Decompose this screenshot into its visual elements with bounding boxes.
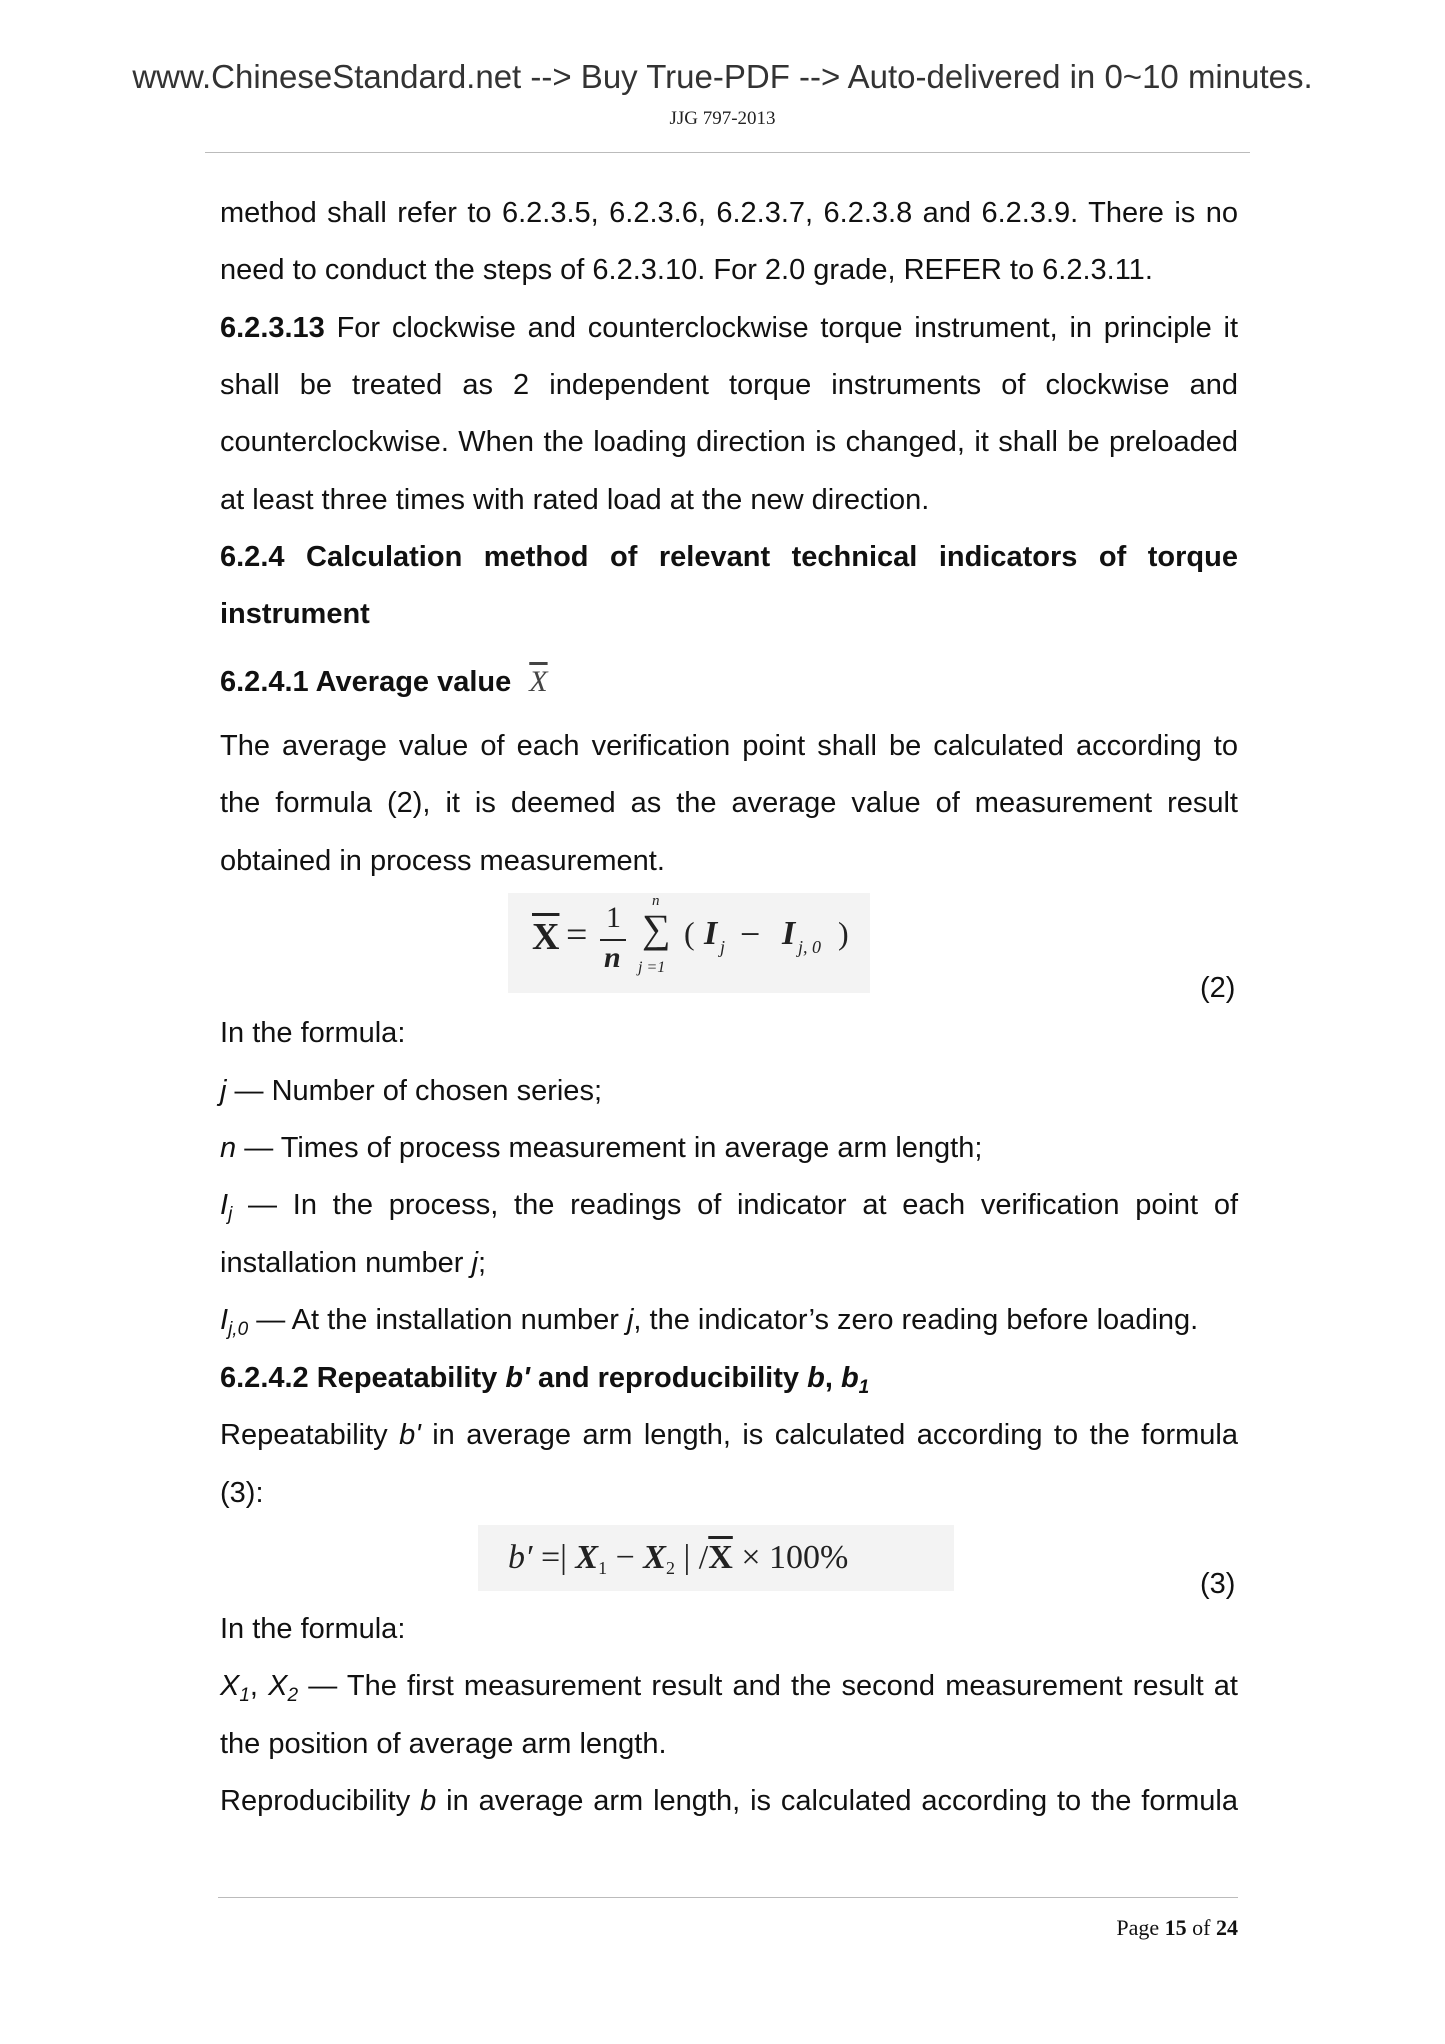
text: 6.2.4.2 Repeatability bbox=[220, 1362, 506, 1394]
text-line: In the formula: bbox=[220, 1613, 406, 1645]
formula-Ij-sub: j bbox=[720, 937, 726, 957]
symbol: b bbox=[807, 1362, 825, 1394]
formula-eq: = bbox=[566, 914, 588, 956]
symbol: b bbox=[420, 1785, 437, 1817]
text: — The first measurement result and the second measurement result at bbox=[298, 1670, 1238, 1702]
text-line bbox=[220, 1417, 1238, 1453]
definition-n bbox=[220, 1130, 1238, 1166]
symbol: j bbox=[471, 1247, 478, 1279]
formula-minus: − bbox=[607, 1539, 644, 1576]
formula-one: 1 bbox=[606, 901, 621, 934]
definition-x1-x2 bbox=[220, 1668, 1238, 1714]
text-line: obtained in process measurement. bbox=[220, 845, 665, 877]
formula-b-prime: b′ bbox=[508, 1539, 533, 1576]
formula-x2-sub: 2 bbox=[665, 1558, 675, 1578]
text: — At the installation number bbox=[248, 1304, 627, 1336]
formula-lhs: $\overline{X}$ bbox=[532, 916, 560, 958]
symbol: j bbox=[626, 1304, 634, 1336]
clause-number: 6.2.3.13 bbox=[220, 312, 325, 344]
text: — In the process, the readings of indicator at each verification point of bbox=[232, 1189, 1238, 1221]
symbol: X bbox=[268, 1670, 288, 1702]
text: , the indicator’s zero reading before loading. bbox=[633, 1304, 1199, 1336]
clause-6-2-3-13 bbox=[220, 310, 1238, 346]
standard-code: JJG 797-2013 bbox=[669, 108, 776, 129]
definition-Ij0 bbox=[220, 1302, 1238, 1348]
text: , bbox=[824, 1362, 841, 1394]
of-label: of bbox=[1186, 1915, 1216, 1940]
text-line: (3): bbox=[220, 1477, 264, 1509]
text: in average arm length, is calculated according to the formula bbox=[420, 1419, 1238, 1451]
text: For clockwise and counterclockwise torque instrument, in principle it bbox=[336, 312, 1239, 344]
text: , bbox=[249, 1670, 269, 1702]
symbol: b bbox=[840, 1362, 859, 1394]
formula-Ij: I bbox=[704, 915, 718, 952]
symbol: I bbox=[220, 1189, 229, 1221]
symbol: j bbox=[220, 1075, 227, 1107]
text: and reproducibility bbox=[529, 1362, 808, 1394]
definition-Ij bbox=[220, 1187, 1238, 1233]
page-number: 15 bbox=[1164, 1915, 1187, 1940]
symbol: b' bbox=[399, 1419, 421, 1451]
text-line: need to conduct the steps of 6.2.3.10. For 2.0 grade, REFER to 6.2.3.11. bbox=[220, 254, 1153, 286]
page-footer bbox=[1080, 1915, 1238, 1941]
text-line: The average value of each verification point shall be calculated according to bbox=[220, 730, 1238, 762]
text-line: the formula (2), it is deemed as the average value of measurement result bbox=[220, 787, 1238, 819]
equation-number-2: (2) bbox=[1200, 972, 1236, 1004]
formula-x2: X bbox=[643, 1539, 666, 1576]
text: — Number of chosen series; bbox=[226, 1075, 602, 1107]
text: — Times of process measurement in average arm length; bbox=[236, 1132, 983, 1164]
symbol-sub: 1 bbox=[858, 1377, 870, 1398]
page-total: 24 bbox=[1216, 1915, 1238, 1940]
formula-eq: =| bbox=[532, 1539, 576, 1576]
symbol: b' bbox=[505, 1362, 530, 1394]
formula-x1: X bbox=[575, 1539, 599, 1576]
symbol-sub: j bbox=[228, 1204, 233, 1225]
text-line: method shall refer to 6.2.3.5, 6.2.3.6, 6.2.3.7, 6.2.3.8 and 6.2.3.9. There is no bbox=[220, 197, 1238, 229]
formula-x1-sub: 1 bbox=[598, 1558, 608, 1578]
definition-j bbox=[220, 1073, 1238, 1109]
section-heading-6-2-4-cont: instrument bbox=[220, 598, 370, 630]
section-heading-6-2-4-2 bbox=[220, 1360, 1238, 1406]
text: ; bbox=[477, 1247, 486, 1279]
formula-rest: × 100% bbox=[732, 1539, 849, 1576]
symbol: X bbox=[220, 1670, 240, 1702]
heading-text: 6.2.4.1 Average value bbox=[220, 666, 512, 698]
text: Reproducibility bbox=[220, 1785, 421, 1817]
paren-close: ) bbox=[838, 915, 849, 951]
text-line: shall be treated as 2 independent torque instruments of clockwise and bbox=[220, 369, 1238, 401]
header-rule bbox=[205, 152, 1250, 153]
equation-number-3: (3) bbox=[1200, 1568, 1236, 1600]
symbol: n bbox=[220, 1132, 237, 1164]
sum-sign: ∑ bbox=[642, 906, 671, 951]
formula-Ij0: I bbox=[782, 915, 796, 952]
sum-bottom: j =1 bbox=[638, 959, 666, 976]
formula-2-image bbox=[508, 893, 870, 993]
text: installation number bbox=[220, 1247, 472, 1279]
symbol-sub: 2 bbox=[287, 1685, 299, 1706]
section-heading-6-2-4-1 bbox=[220, 664, 1238, 700]
symbol: I bbox=[220, 1304, 229, 1336]
formula-n: n bbox=[604, 941, 621, 974]
paren-open: ( bbox=[684, 915, 695, 951]
site-banner: www.ChineseStandard.net --> Buy True-PDF --> Auto-delivered in 0~10 minutes. bbox=[132, 58, 1313, 95]
formula-divider: | / bbox=[674, 1539, 709, 1576]
sum-top: n bbox=[652, 893, 660, 909]
text-line: at least three times with rated load at the new direction. bbox=[220, 484, 930, 516]
text-line: counterclockwise. When the loading direction is changed, it shall be preloaded bbox=[220, 426, 1238, 458]
formula-minus: − bbox=[740, 914, 761, 954]
definition-Ij-cont bbox=[220, 1245, 1238, 1281]
symbol-sub: j,0 bbox=[228, 1319, 249, 1340]
text-line bbox=[220, 1783, 1238, 1819]
text-line: In the formula: bbox=[220, 1017, 406, 1049]
section-heading-6-2-4: 6.2.4 Calculation method of relevant technical indicators of torque bbox=[220, 541, 1238, 573]
symbol-sub: 1 bbox=[239, 1685, 250, 1706]
formula-Ij0-sub: j, 0 bbox=[798, 937, 822, 957]
text-line: the position of average arm length. bbox=[220, 1728, 667, 1760]
x-bar-symbol: $\overline{X}$ bbox=[529, 665, 548, 698]
formula-x-bar: $\overline{X}$ bbox=[708, 1539, 733, 1576]
text: in average arm length, is calculated according to the formula bbox=[436, 1785, 1238, 1817]
text: Repeatability bbox=[220, 1419, 400, 1451]
formula-3-image bbox=[478, 1525, 954, 1591]
page-label: Page bbox=[1116, 1915, 1165, 1940]
footer-rule bbox=[218, 1897, 1238, 1898]
